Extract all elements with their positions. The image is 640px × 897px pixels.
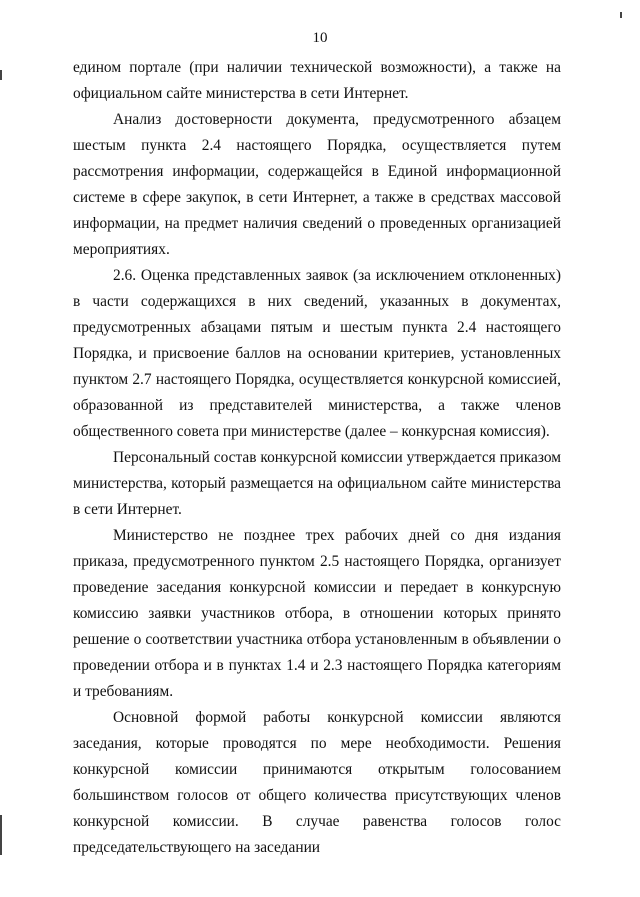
page-body bbox=[73, 55, 561, 861]
page-number: 10 bbox=[312, 30, 328, 46]
paragraph-document-analysis: Анализ достоверности документа, предусмотренного абзацем шестым пункта 2.4 настоящего Порядка, осуществляется путем рассмотрения информации, содержащейся в Единой информационной системе в сфере закупок, в сети Интернет, а также в средствах массовой информации, на предмет наличия сведений о проведенных организацией мероприятиях. bbox=[73, 111, 561, 258]
paragraph-commission-composition: Персональный состав конкурсной комиссии утверждается приказом министерства, который размещается на официальном сайте министерства в сети Интернет. bbox=[73, 449, 561, 518]
paragraph-continuation: едином портале (при наличии технической возможности), а также на официальном сайте министерства в сети Интернет. bbox=[73, 59, 561, 102]
scan-edge-mark bbox=[0, 70, 2, 80]
scan-edge-mark bbox=[620, 12, 622, 18]
scan-edge-mark bbox=[0, 815, 2, 855]
paragraph-commission-work: Основной формой работы конкурсной комиссии являются заседания, которые проводятся по мере необходимости. Решения конкурсной комиссии принимаются открытым голосованием большинством голосов от общего количества присутствующих членов конкурсной комиссии. В случае равенства голосов голос председательствующего на заседании bbox=[73, 709, 561, 856]
paragraph-ministry-meeting: Министерство не позднее трех рабочих дней со дня издания приказа, предусмотренного пунктом 2.5 настоящего Порядка, организует проведение заседания конкурсной комиссии и передает в конкурсную комиссию заявки участников отбора, в отношении которых принято решение о соответствии участника отбора установленным в объявлении о проведении отбора и в пунктах 1.4 и 2.3 настоящего Порядка категориям и требованиям. bbox=[73, 527, 561, 700]
paragraph-2-6-evaluation: 2.6. Оценка представленных заявок (за исключением отклоненных) в части содержащихся в них сведений, указанных в документах, предусмотренных абзацами пятым и шестым пункта 2.4 настоящего Порядка, и присвоение баллов на основании критериев, установленных пунктом 2.7 настоящего Порядка, осуществляется конкурсной комиссией, образованной из представителей министерства, а также членов общественного совета при министерстве (далее – конкурсная комиссия). bbox=[73, 267, 561, 440]
